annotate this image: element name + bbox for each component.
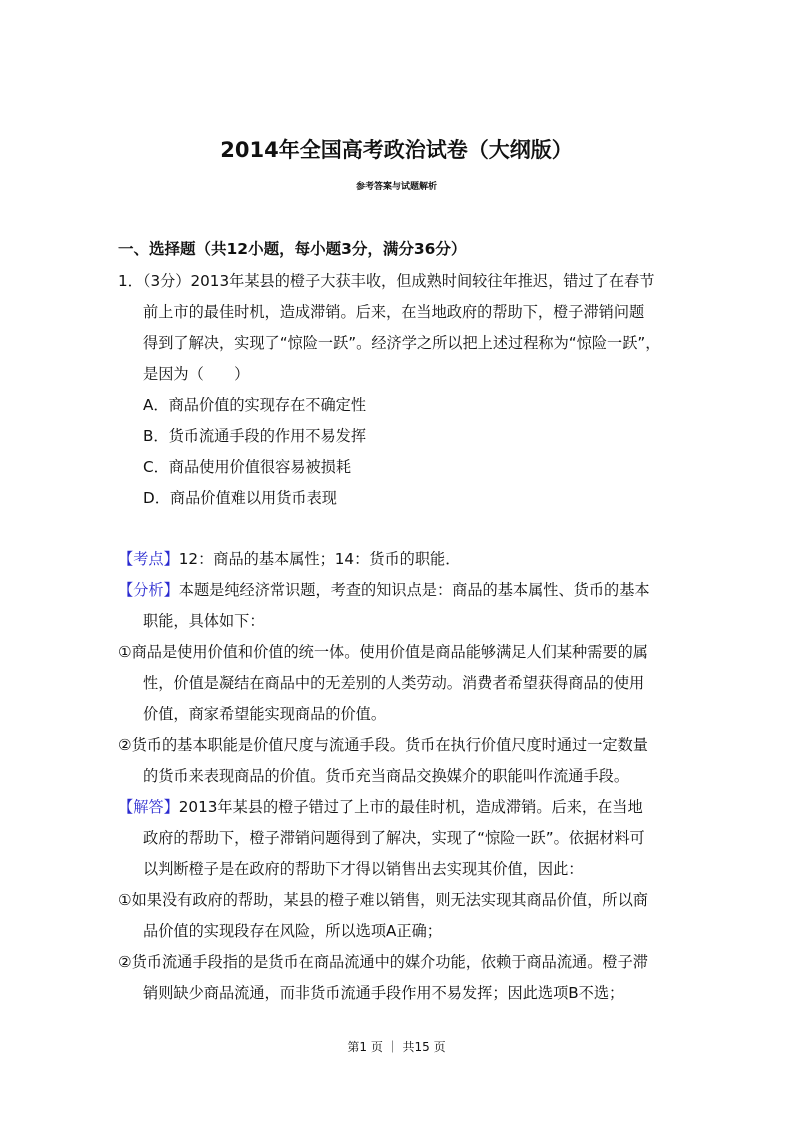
question-1 <box>118 266 678 514</box>
page-title: 2014年全国高考政治试卷（大纲版） <box>220 138 573 162</box>
section-heading: 一、选择题（共12小题，每小题3分，满分36分） <box>118 240 467 258</box>
question-line: 前上市的最佳时机，造成滞销。后来，在当地政府的帮助下，橙子滞销问题 <box>143 303 645 321</box>
fenxi-line: 职能，具体如下： <box>143 612 265 630</box>
fenxi-label: 【分析】 <box>118 581 179 599</box>
jieda-point: ②货币流通手段指的是货币在商品流通中的媒介功能，依赖于商品流通。橙子滞 <box>118 953 648 971</box>
document-body <box>118 266 678 1009</box>
jieda-label: 【解答】 <box>118 798 179 816</box>
option-d: D．商品价值难以用货币表现 <box>143 489 337 507</box>
jieda <box>118 792 678 823</box>
question-line: 是因为（ ） <box>143 365 250 383</box>
page-subtitle: 参考答案与试题解析 <box>355 182 437 192</box>
jieda-text: 2013年某县的橙子错过了上市的最佳时机，造成滞销。后来，在当地 <box>178 798 643 816</box>
fenxi-point: ①商品是使用价值和价值的统一体。使用价值是商品能够满足人们某种需要的属 <box>118 643 648 661</box>
jieda-point: ①如果没有政府的帮助，某县的橙子难以销售，则无法实现其商品价值，所以商 <box>118 891 648 909</box>
jieda-point-line: 品价值的实现段存在风险，所以选项A正确； <box>143 922 442 940</box>
fenxi-point-line: 的货币来表现商品的价值。货币充当商品交换媒介的职能叫作流通手段。 <box>143 767 629 785</box>
jieda-line: 政府的帮助下，橙子滞销问题得到了解决，实现了“惊险一跃”。依据材料可 <box>143 829 645 847</box>
fenxi-point: ②货币的基本职能是价值尺度与流通手段。货币在执行价值尺度时通过一定数量 <box>118 736 648 754</box>
fenxi-text: 本题是纯经济常识题，考查的知识点是：商品的基本属性、货币的基本 <box>178 581 650 599</box>
fenxi <box>118 575 678 606</box>
question-line: 得到了解决，实现了“惊险一跃”。经济学之所以把上述过程称为“惊险一跃”， <box>143 334 661 352</box>
kaodian <box>118 544 678 575</box>
fenxi-point-line: 价值，商家希望能实现商品的价值。 <box>143 705 386 723</box>
jieda-line: 以判断橙子是在政府的帮助下才得以销售出去实现其价值，因此： <box>143 860 584 878</box>
kaodian-label: 【考点】 <box>118 550 179 568</box>
option-b: B．货币流通手段的作用不易发挥 <box>143 427 367 445</box>
kaodian-text: 12：商品的基本属性；14：货币的职能． <box>178 550 461 568</box>
option-c: C．商品使用价值很容易被损耗 <box>143 458 352 476</box>
option-a: A．商品价值的实现存在不确定性 <box>143 396 367 414</box>
fenxi-point-line: 性，价值是凝结在商品中的无差别的人类劳动。消费者希望获得商品的使用 <box>143 674 645 692</box>
jieda-point-line: 销则缺少商品流通，而非货币流通手段作用不易发挥；因此选项B不选； <box>143 984 625 1002</box>
page-footer: 第1 页 ｜ 共15 页 <box>347 1040 446 1054</box>
question-line: 1．（3分）2013年某县的橙子大获丰收，但成熟时间较往年推迟，错过了在春节 <box>118 272 655 290</box>
